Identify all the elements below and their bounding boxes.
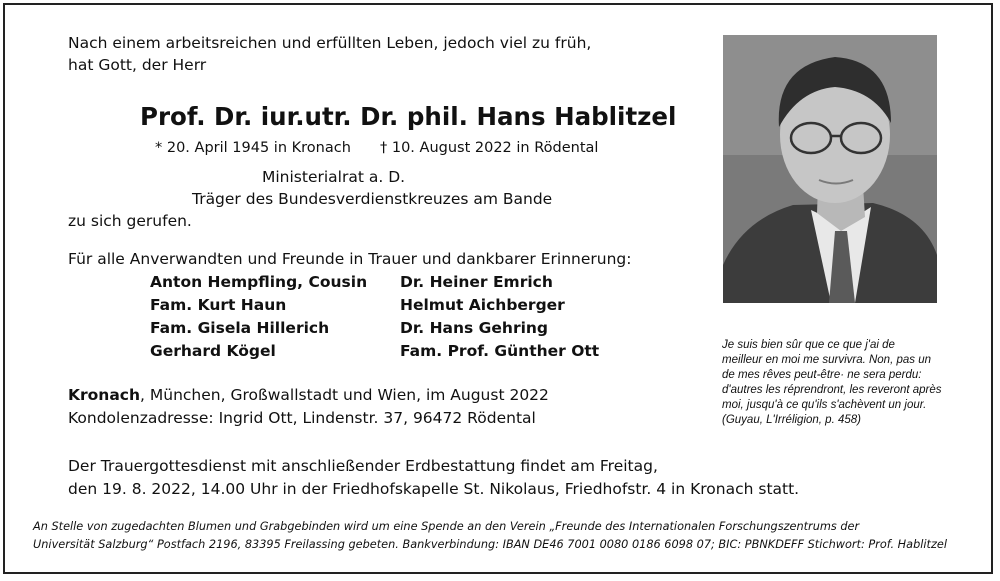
quote-line-3: de mes rêves peut-être· ne sera perdu: — [722, 369, 922, 381]
quote-line-4: d'autres les réprendront, les reveront après — [722, 384, 942, 396]
title-award: Träger des Bundesverdienstkreuzes am Bande — [192, 190, 553, 208]
mourner-left-2: Fam. Kurt Haun — [150, 296, 287, 314]
quote-line-1: Je suis bien sûr que ce que j'ai de — [722, 339, 895, 351]
place-line — [68, 384, 549, 406]
mourner-right-2: Helmut Aichberger — [400, 296, 565, 314]
quote-source: (Guyau, L'Irréligion, p. 458) — [722, 414, 861, 426]
portrait-photo — [723, 35, 937, 303]
mourner-right-3: Dr. Hans Gehring — [400, 319, 549, 337]
service-line-2: den 19. 8. 2022, 14.00 Uhr in der Friedhofskapelle St. Nikolaus, Friedhofstr. 4 in Kronach statt. — [68, 480, 800, 498]
mourner-right-1: Dr. Heiner Emrich — [400, 273, 553, 291]
footer-line-2: Universität Salzburg“ Postfach 2196, 83395 Freilassing gebeten. Bankverbindung: IBAN DE46 7001 0080 0186 6098 07; BIC: PBNKDEFF Stichwort: Prof. Hablitzel — [33, 538, 947, 551]
mourner-left-4: Gerhard Kögel — [150, 342, 276, 360]
quote-line-2: meilleur en moi me survivra. Non, pas un — [722, 354, 931, 366]
intro-line-2: hat Gott, der Herr — [68, 56, 207, 74]
service-line-1: Der Trauergottesdienst mit anschließender Erdbestattung findet am Freitag, — [68, 457, 658, 475]
title-ministerialrat: Ministerialrat a. D. — [262, 168, 406, 186]
mourner-left-3: Fam. Gisela Hillerich — [150, 319, 330, 337]
death-date: † 10. August 2022 in Rödental — [380, 140, 599, 156]
mourner-left-1: Anton Hempfling, Cousin — [150, 273, 368, 291]
mourners-intro: Für alle Anverwandten und Freunde in Trauer und dankbarer Erinnerung: — [68, 250, 632, 268]
mourner-right-4: Fam. Prof. Günther Ott — [400, 342, 600, 360]
condolence-address: Kondolenzadresse: Ingrid Ott, Lindenstr. 37, 96472 Rödental — [68, 409, 536, 427]
footer-line-1: An Stelle von zugedachten Blumen und Grabgebinden wird um eine Spende an den Verein „Freunde des Internationalen Forschungszentrums der — [33, 520, 860, 533]
birth-date: * 20. April 1945 in Kronach — [155, 140, 351, 156]
deceased-name: Prof. Dr. iur.utr. Dr. phil. Hans Hablitzel — [140, 102, 677, 131]
intro-line-1: Nach einem arbeitsreichen und erfüllten Leben, jedoch viel zu früh, — [68, 34, 592, 52]
called-home: zu sich gerufen. — [68, 212, 192, 230]
place-rest: , München, Großwallstadt und Wien, im August 2022 — [140, 386, 549, 404]
place-city: Kronach — [68, 386, 141, 404]
quote-line-5: moi, jusqu'à ce qu'ils s'achèvent un jour. — [722, 399, 927, 411]
